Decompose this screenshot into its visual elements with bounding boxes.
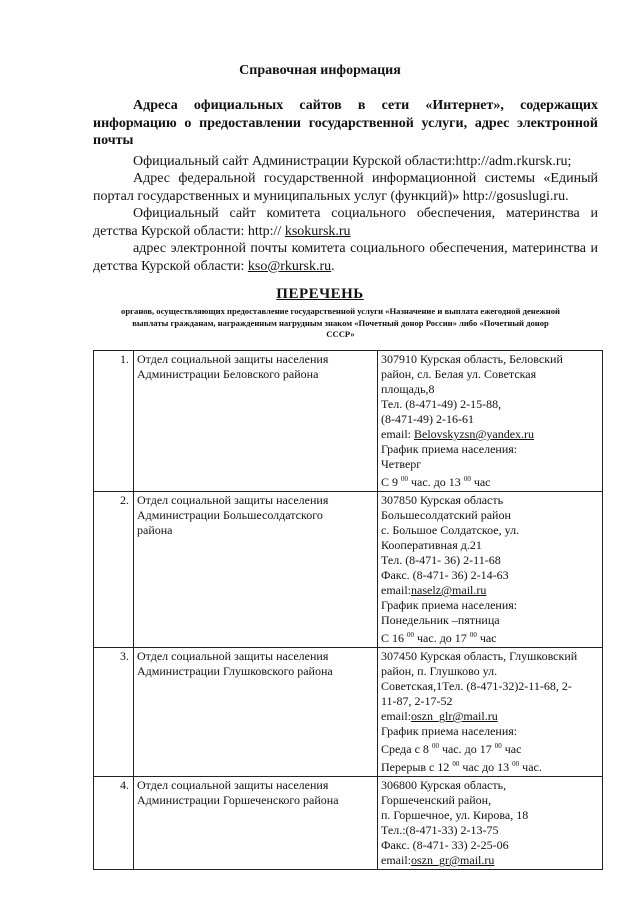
websites-heading-paragraph: Адреса официальных сайтов в сети «Интернет», содержащих информацию о предоставлении государственной услуги, адрес электронной почты (93, 98, 598, 148)
address-line (381, 538, 599, 553)
address-line (381, 694, 599, 709)
office-name-line: Администрации Беловского района (137, 367, 319, 381)
address-text: График приема населения: (381, 724, 518, 738)
address-line (381, 628, 599, 646)
hours-text: час. (519, 760, 542, 774)
address-text: площадь,8 (381, 382, 435, 396)
table-row (94, 351, 603, 492)
address-line (381, 757, 599, 775)
address-text: (8-471-49) 2-16-61 (381, 412, 474, 426)
hours-minutes: 00 (407, 631, 415, 639)
hours-text: час (470, 475, 491, 489)
address-text: email: (381, 709, 411, 723)
office-name-line: Отдел социальной защиты населения (137, 352, 329, 366)
committee-email-link[interactable]: kso@rkursk.ru (247, 258, 332, 274)
address-text: с. Большое Солдатское, ул. (381, 523, 520, 537)
email-link[interactable]: oszn_gr@mail.ru (411, 853, 495, 867)
hours-minutes: 00 (452, 760, 460, 768)
address-line (381, 397, 599, 412)
address-text: район, п. Глушково ул. (381, 664, 498, 678)
address-line (381, 679, 599, 694)
address-line (381, 649, 599, 664)
address-text: Факс. (8-471- 36) 2-14-63 (381, 568, 509, 582)
office-name-line: Администрации Большесолдатского (137, 508, 323, 522)
address-line (381, 838, 599, 853)
row-number: 4. (94, 777, 134, 870)
address-text: п. Горшечное, ул. Кирова, 18 (381, 808, 529, 822)
address-text: Среда с 8 (381, 742, 432, 756)
address-line (381, 823, 599, 838)
address-text: График приема населения: (381, 598, 518, 612)
office-address-cell (378, 351, 603, 492)
committee-email-end: . (331, 258, 335, 274)
address-text: С 9 (381, 475, 402, 489)
address-line (381, 778, 599, 793)
address-text: Тел. (8-471-49) 2-15-88, (381, 397, 502, 411)
portal-paragraph: Адрес федеральной государственной информационной системы «Единый портал государственных и муниципальных услуг (функций)» http://gosuslugi.ru. (93, 171, 598, 204)
email-link[interactable]: oszn_glr@mail.ru (411, 709, 498, 723)
page-title: Справочная информация (239, 63, 401, 78)
table-row (94, 777, 603, 870)
address-line (381, 583, 599, 598)
address-text: Тел. (8-471- 36) 2-11-68 (381, 553, 501, 567)
hours-minutes: 00 (463, 475, 471, 483)
hours-text: час. до 17 (414, 631, 470, 645)
address-text: 306800 Курская область, (381, 778, 507, 792)
address-line (381, 457, 599, 472)
address-text: Понедельник –пятница (381, 613, 500, 627)
address-text: 307850 Курская область (381, 493, 504, 507)
address-line (381, 724, 599, 739)
hours-text: час. до 13 (408, 475, 464, 489)
address-line (381, 553, 599, 568)
hours-minutes: 00 (494, 742, 502, 750)
address-text: Перерыв с 12 (381, 760, 453, 774)
offices-table (93, 350, 603, 870)
table-row (94, 492, 603, 648)
list-title: ПЕРЕЧЕНЬ (276, 286, 364, 302)
hours-minutes: 00 (512, 760, 520, 768)
email-link[interactable]: naselz@mail.ru (411, 583, 487, 597)
address-text: Большесолдатский район (381, 508, 511, 522)
office-name-line: района (137, 523, 173, 537)
row-number: 2. (94, 492, 134, 648)
address-line (381, 442, 599, 457)
address-text: email: (381, 853, 411, 867)
address-text: С 16 (381, 631, 408, 645)
address-line (381, 382, 599, 397)
address-text: Факс. (8-471- 33) 2-25-06 (381, 838, 509, 852)
office-address-cell (378, 648, 603, 777)
address-line (381, 664, 599, 679)
address-line (381, 493, 599, 508)
address-text: email: (381, 427, 414, 441)
address-line (381, 613, 599, 628)
address-text: Советская,1Тел. (8-471-32)2-11-68, 2- (381, 679, 572, 693)
address-line (381, 793, 599, 808)
address-text: Кооперативная д.21 (381, 538, 482, 552)
hours-text: час до 13 (459, 760, 513, 774)
hours-minutes: 00 (401, 475, 409, 483)
row-number: 1. (94, 351, 134, 492)
committee-email-text: адрес электронной почты комитета социального обеспечения, материнства и детства Курской области: (93, 241, 598, 274)
address-line (381, 739, 599, 757)
address-text: 307450 Курская область, Глушковский (381, 649, 578, 663)
hours-minutes: 00 (431, 742, 439, 750)
intro-section (93, 97, 598, 275)
address-line (381, 412, 599, 427)
address-text: Тел.:(8-471-33) 2-13-75 (381, 823, 499, 837)
office-name-line: Отдел социальной защиты населения (137, 778, 329, 792)
office-address-cell (378, 492, 603, 648)
address-line (381, 427, 599, 442)
office-name-line: Отдел социальной защиты населения (137, 649, 329, 663)
address-line (381, 568, 599, 583)
address-line (381, 352, 599, 367)
address-line (381, 523, 599, 538)
row-number: 3. (94, 648, 134, 777)
hours-text: час (476, 631, 497, 645)
address-line (381, 808, 599, 823)
committee-site-paragraph (93, 205, 598, 240)
office-name-cell (134, 492, 378, 648)
office-name-cell (134, 777, 378, 870)
address-line (381, 709, 599, 724)
hours-minutes: 00 (469, 631, 477, 639)
email-link[interactable]: Belovskyzsn@yandex.ru (414, 427, 535, 441)
office-name-cell (134, 351, 378, 492)
admin-site-paragraph: Официальный сайт Администрации Курской области:http://adm.rkursk.ru; (133, 153, 572, 169)
hours-text: час (501, 742, 522, 756)
committee-site-text: Официальный сайт комитета социального обеспечения, материнства и детства Курской области: http:// (93, 206, 598, 239)
hours-text: час. до 17 (438, 742, 495, 756)
list-subtitle: органов, осуществляющих предоставление государственной услуги «Назначение и выплата ежегодной денежной выплаты гражданам, награжденным нагрудным знаком «Почетный донор России» либо «Почетный донор СССР» (121, 306, 560, 339)
office-name-line: Администрации Горшеченского района (137, 793, 339, 807)
address-text: График приема населения: (381, 442, 518, 456)
table-row (94, 648, 603, 777)
office-name-line: Отдел социальной защиты населения (137, 493, 329, 507)
address-line (381, 367, 599, 382)
committee-site-link[interactable]: ksokursk.ru (284, 223, 351, 239)
office-address-cell (378, 777, 603, 870)
address-text: email: (381, 583, 411, 597)
address-text: 307910 Курская область, Беловский (381, 352, 563, 366)
address-text: Горшеченский район, (381, 793, 492, 807)
office-name-line: Администрации Глушковского района (137, 664, 333, 678)
address-text: район, сл. Белая ул. Советская (381, 367, 537, 381)
address-text: 11-87, 2-17-52 (381, 694, 453, 708)
address-line (381, 472, 599, 490)
address-text: Четверг (381, 457, 422, 471)
address-line (381, 508, 599, 523)
address-line (381, 853, 599, 868)
office-name-cell (134, 648, 378, 777)
committee-email-paragraph (93, 240, 598, 275)
address-line (381, 598, 599, 613)
